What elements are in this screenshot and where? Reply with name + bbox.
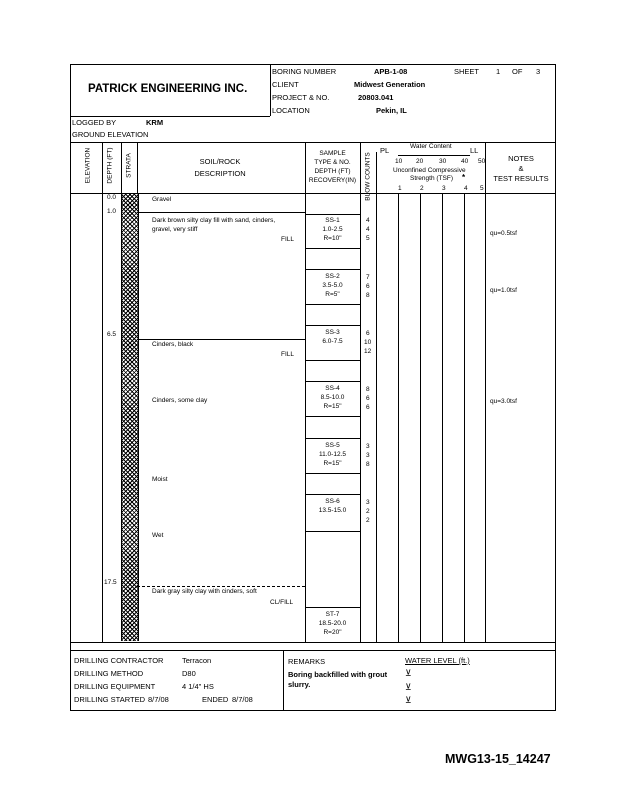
header-bottom-line (70, 116, 270, 117)
sample-header-1: SAMPLE (319, 150, 346, 157)
location-value: Pekin, IL (376, 106, 407, 115)
method-value: D80 (182, 669, 196, 678)
sample-id: ST-7 (325, 611, 340, 618)
soil-classification: FILL (281, 351, 295, 358)
boring-number: APB-1-08 (374, 67, 408, 76)
water-level-symbol: ⊻ (405, 668, 412, 678)
col-line-depth (121, 142, 122, 194)
blow-count: 3 (366, 499, 370, 506)
sample-header-2: TYPE & NO. (314, 159, 351, 166)
soil-description: gravel, very stiff (152, 226, 198, 233)
sheet-number: 1 (496, 67, 501, 76)
sample-top-line (305, 214, 360, 215)
col-line-blows (360, 142, 361, 642)
remarks-line-2: slurry. (288, 680, 311, 689)
blow-count: 6 (366, 330, 370, 337)
method-label: DRILLING METHOD (74, 669, 144, 678)
sample-id: SS-6 (325, 498, 340, 505)
col-line-chart-right (485, 142, 486, 642)
notes-header-2: & (518, 164, 524, 173)
strata-header: STRATA (125, 153, 133, 178)
grid-line-1 (398, 194, 399, 642)
sample-top-line (305, 325, 360, 326)
sample-recovery: R=15" (323, 460, 342, 467)
project-value: 20803.041 (358, 93, 394, 102)
sample-id: SS-3 (325, 329, 340, 336)
ended-value: 8/7/08 (232, 695, 253, 704)
contractor-label: DRILLING CONTRACTOR (74, 656, 164, 665)
remarks-line-1: Boring backfilled with grout (288, 670, 388, 679)
grid-line-3 (442, 194, 443, 642)
ucs-tick-3: 3 (442, 185, 446, 192)
sheet-label: SHEET (454, 67, 480, 76)
sheet-total: 3 (536, 67, 541, 76)
wc-tick-50: 50 (478, 158, 486, 165)
sample-recovery: R=5" (325, 291, 340, 298)
soil-classification: FILL (281, 236, 295, 243)
blow-count: 4 (366, 226, 370, 233)
soil-description: Moist (152, 476, 168, 483)
grid-line-4 (464, 194, 465, 642)
soil-classification: CL/FILL (270, 599, 294, 606)
equipment-label: DRILLING EQUIPMENT (74, 682, 156, 691)
client-value: Midwest Generation (354, 80, 426, 89)
header-divider (270, 64, 271, 116)
sample-top-line (305, 607, 360, 608)
sample-depth: 1.0-2.5 (322, 226, 343, 233)
sample-recovery: R=20" (323, 629, 342, 636)
ucs-tick-5: 5 (480, 185, 484, 192)
depth-mark: 1.0 (107, 208, 117, 215)
sample-top-line (305, 494, 360, 495)
sample-depth: 13.5-15.0 (318, 507, 347, 514)
depth-mark: 0.0 (107, 194, 117, 201)
column-header-top (70, 142, 556, 143)
blow-count: 3 (366, 443, 370, 450)
sample-bottom-line (305, 531, 360, 532)
remarks-label: REMARKS (288, 657, 326, 666)
sample-bottom-line (305, 416, 360, 417)
blow-count: 2 (366, 517, 370, 524)
sample-top-line (305, 269, 360, 270)
water-level-symbol: ⊻ (405, 695, 412, 705)
pl-label: PL (380, 146, 390, 155)
blow-count: 6 (366, 395, 370, 402)
ll-label: LL (470, 146, 479, 155)
blow-count: 10 (364, 339, 372, 346)
wc-tick-30: 30 (439, 158, 447, 165)
sample-bottom-line (305, 473, 360, 474)
blow-count: 2 (366, 508, 370, 515)
sample-depth: 8.5-10.0 (320, 394, 345, 401)
blow-count: 12 (364, 348, 372, 355)
notes-header-1: NOTES (508, 154, 534, 163)
sample-depth: 18.5-20.0 (318, 620, 347, 627)
soil-description: Cinders, some clay (152, 397, 208, 404)
sample-bottom-line (305, 248, 360, 249)
layer-boundary (137, 212, 305, 213)
soil-description: Cinders, black (152, 341, 194, 348)
footer-top-line (70, 642, 556, 643)
blow-count: 5 (366, 235, 370, 242)
elevation-header: ELEVATION (84, 147, 92, 184)
water-content-label: Water Content (410, 143, 452, 150)
ucs-star: * (462, 173, 466, 182)
test-result: qu=3.0tsf (490, 398, 517, 405)
sample-id: SS-5 (325, 442, 340, 449)
started-label: DRILLING STARTED (74, 695, 145, 704)
grid-line-2 (420, 194, 421, 642)
sheet-of: OF (512, 67, 523, 76)
column-header-bottom (70, 193, 556, 194)
water-content-scale (398, 155, 470, 156)
started-value: 8/7/08 (148, 695, 169, 704)
blow-count: 4 (366, 217, 370, 224)
ucs-tick-2: 2 (420, 185, 424, 192)
test-result: qu=1.0tsf (490, 287, 517, 294)
test-result: qu=0.5tsf (490, 230, 517, 237)
logged-by-label: LOGGED BY (72, 118, 117, 127)
blow-count: 3 (366, 452, 370, 459)
soil-description: Dark brown silty clay fill with sand, cinders, (152, 217, 276, 224)
blow-count: 8 (366, 386, 370, 393)
equipment-value: 4 1/4" HS (182, 682, 214, 691)
sample-bottom-line (305, 304, 360, 305)
sample-recovery: R=10" (323, 235, 342, 242)
sample-id: SS-2 (325, 273, 340, 280)
sample-depth: 11.0-12.5 (319, 451, 346, 458)
footer-divider (283, 650, 284, 711)
col-line-strata (137, 142, 138, 194)
blow-counts-header: BLOW COUNTS (364, 152, 372, 201)
sample-id: SS-4 (325, 385, 340, 392)
water-level-symbol: ⊻ (405, 682, 412, 692)
blow-count: 6 (366, 404, 370, 411)
sample-top-line (305, 438, 360, 439)
blow-count: 7 (366, 274, 370, 281)
sample-recovery: R=15" (323, 403, 342, 410)
company-name: PATRICK ENGINEERING INC. (88, 83, 248, 95)
ucs-label-1: Unconfined Compressive (393, 167, 466, 174)
col-line-blows-left (376, 152, 377, 642)
location-label: LOCATION (272, 106, 310, 115)
depth-mark: 17.5 (104, 579, 117, 586)
layer-boundary-dashed (137, 586, 305, 587)
footer-inner-line (70, 650, 556, 651)
ended-label: ENDED (202, 695, 229, 704)
layer-boundary (137, 339, 305, 340)
soil-description: Gravel (152, 196, 172, 203)
soil-desc-header-2: DESCRIPTION (194, 169, 246, 178)
logged-by-value: KRM (146, 118, 164, 127)
ucs-label-2: Strength (TSF) (410, 175, 453, 182)
blow-count: 6 (366, 283, 370, 290)
ucs-tick-1: 1 (398, 185, 402, 192)
col-line-elev (102, 142, 103, 642)
sample-header-4: RECOVERY(IN) (308, 177, 357, 184)
depth-mark: 6.5 (107, 331, 117, 338)
wc-tick-10: 10 (395, 158, 403, 165)
client-label: CLIENT (272, 80, 299, 89)
sample-top-line (305, 381, 360, 382)
wc-tick-40: 40 (461, 158, 469, 165)
depth-header: DEPTH (FT) (106, 147, 114, 184)
wc-tick-20: 20 (416, 158, 424, 165)
project-label: PROJECT & NO. (272, 93, 330, 102)
strata-hatch-column (121, 194, 139, 641)
ucs-tick-4: 4 (464, 185, 468, 192)
sample-header-3: DEPTH (FT) (314, 168, 351, 175)
contractor-value: Terracon (182, 656, 212, 665)
soil-description: Wet (152, 532, 164, 539)
sample-depth: 3.5-5.0 (322, 282, 343, 289)
sample-depth: 6.0-7.5 (322, 338, 343, 345)
boring-number-label: BORING NUMBER (272, 67, 337, 76)
sample-bottom-line (305, 360, 360, 361)
sample-id: SS-1 (325, 217, 340, 224)
soil-desc-header-1: SOIL/ROCK (199, 157, 241, 166)
water-level-label: WATER LEVEL (ft.) (405, 656, 470, 665)
ground-elevation-label: GROUND ELEVATION (72, 130, 149, 139)
soil-description: Dark gray silty clay with cinders, soft (152, 588, 257, 595)
notes-header-3: TEST RESULTS (493, 174, 549, 183)
document-id: MWG13-15_14247 (445, 752, 551, 766)
blow-count: 8 (366, 461, 370, 468)
blow-count: 8 (366, 292, 370, 299)
